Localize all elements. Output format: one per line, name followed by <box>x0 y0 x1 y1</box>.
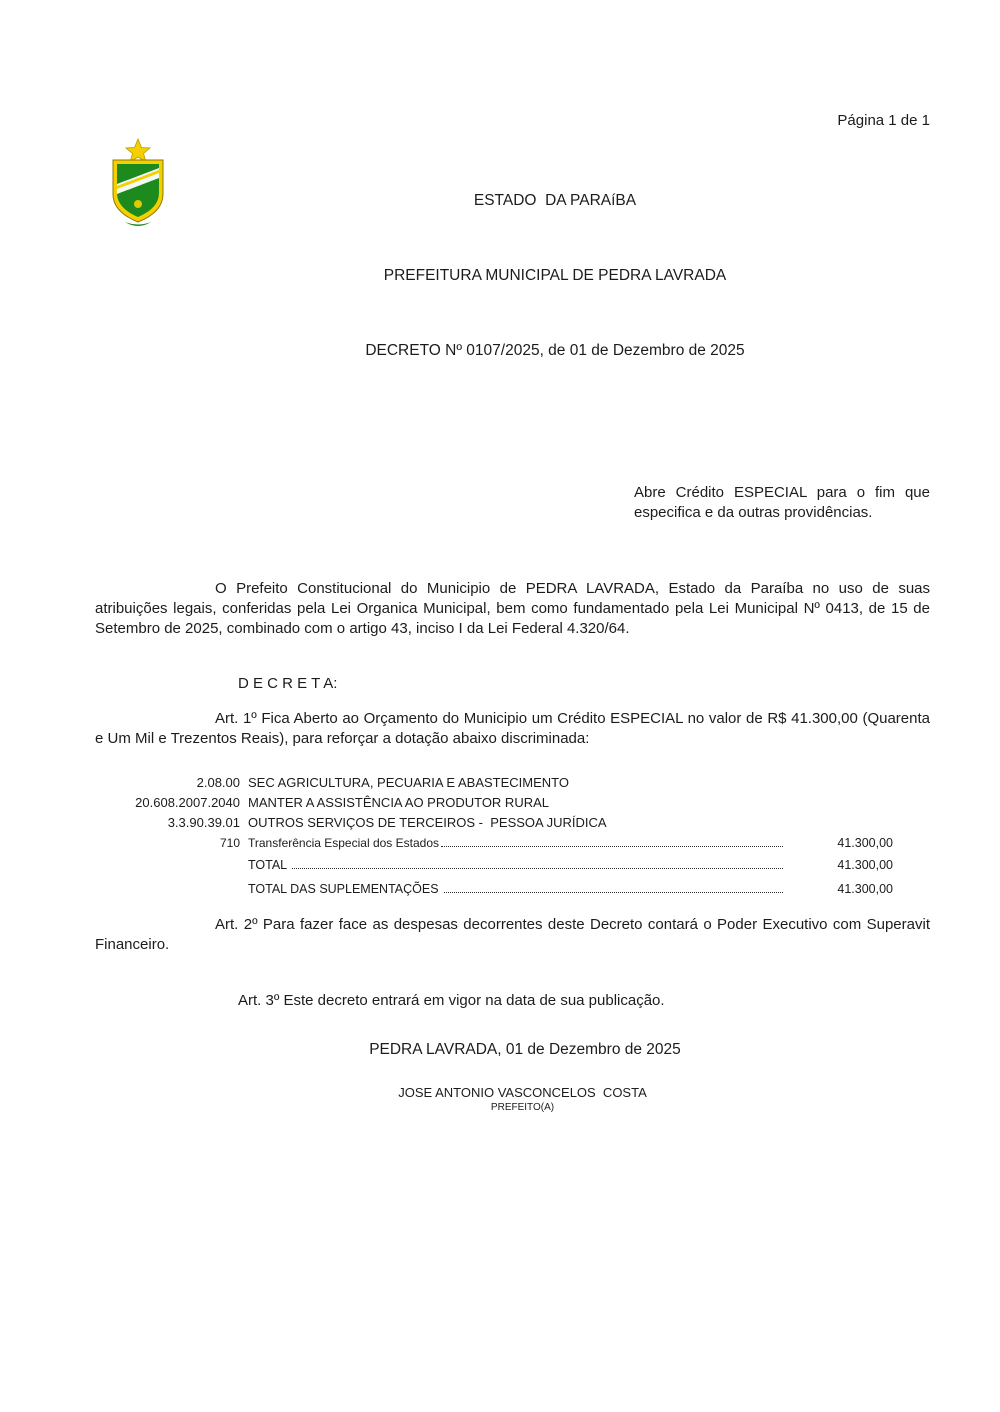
dot-leader <box>441 846 783 847</box>
place-and-date: PEDRA LAVRADA, 01 de Dezembro de 2025 <box>369 1041 681 1058</box>
budget-desc: SEC AGRICULTURA, PECUARIA E ABASTECIMENTO <box>248 775 569 790</box>
budget-code: 710 <box>219 836 240 850</box>
signer-title: PREFEITO(A) <box>490 1102 555 1113</box>
signature-block <box>95 1085 930 1115</box>
dot-leader <box>444 892 783 893</box>
budget-table <box>95 773 930 899</box>
budget-code: 2.08.00 <box>196 775 240 790</box>
budget-desc: OUTROS SERVIÇOS DE TERCEIROS - PESSOA JURÍDICA <box>248 815 607 830</box>
document-header <box>95 138 930 413</box>
budget-row-total <box>95 855 893 875</box>
decree-preamble: O Prefeito Constitucional do Municipio de PEDRA LAVRADA, Estado da Paraíba no uso de suas atribuições legais, conferidas pela Lei Organica Municipal, bem como fundamentado pela Lei Municipal Nº 0413, de 15 de Setembro de 2025, combinado com o artigo 43, inciso I da Lei Federal 4.320/64. <box>95 580 930 637</box>
header-state: ESTADO DA PARAíBA <box>473 192 637 209</box>
budget-row-total-suplementacoes <box>95 879 893 899</box>
budget-amount: 41.300,00 <box>837 836 893 850</box>
coat-of-arms-icon <box>105 138 171 230</box>
budget-row-action <box>95 793 893 813</box>
budget-row-organ <box>95 773 893 793</box>
budget-code: 3.3.90.39.01 <box>167 815 240 830</box>
budget-desc: Transferência Especial dos Estados <box>248 836 439 850</box>
article-2: Art. 2º Para fazer face as despesas decorrentes deste Decreto contará o Poder Executivo com Superavit Financeiro. <box>95 916 930 953</box>
budget-amount: 41.300,00 <box>837 882 893 896</box>
decree-summary: Abre Crédito ESPECIAL para o fim que especifica e da outras providências. <box>634 484 930 521</box>
article-1: Art. 1º Fica Aberto ao Orçamento do Municipio um Crédito ESPECIAL no valor de R$ 41.300,00 (Quarenta e Um Mil e Trezentos Reais), para reforçar a dotação abaixo discriminada: <box>95 710 930 747</box>
decreta-heading: D E C R E T A: <box>238 675 338 692</box>
header-municipality: PREFEITURA MUNICIPAL DE PEDRA LAVRADA <box>383 267 727 284</box>
page-number: Página 1 de 1 <box>837 112 930 129</box>
dot-leader <box>292 868 783 869</box>
budget-desc: TOTAL DAS SUPLEMENTAÇÕES <box>248 882 443 896</box>
signer-name: JOSE ANTONIO VASCONCELOS COSTA <box>398 1085 647 1100</box>
budget-code: 20.608.2007.2040 <box>135 795 240 810</box>
budget-row-source <box>95 833 893 853</box>
budget-row-element <box>95 813 893 833</box>
budget-desc: TOTAL <box>248 858 291 872</box>
article-3: Art. 3º Este decreto entrará em vigor na data de sua publicação. <box>238 992 665 1009</box>
budget-desc: MANTER A ASSISTÊNCIA AO PRODUTOR RURAL <box>248 795 549 810</box>
header-decree-title: DECRETO Nº 0107/2025, de 01 de Dezembro de 2025 <box>365 342 745 359</box>
budget-amount: 41.300,00 <box>837 858 893 872</box>
